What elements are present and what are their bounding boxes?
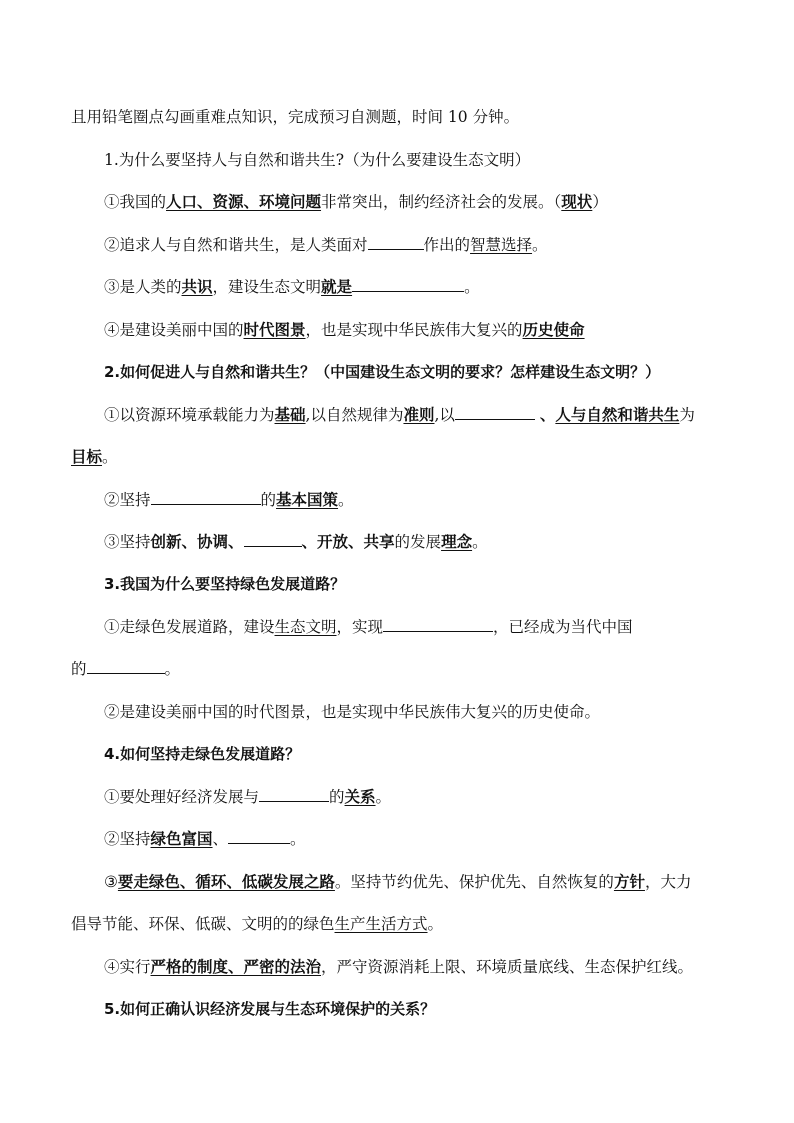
intro-text: 且用铅笔圈点勾画重难点知识，完成预习自测题，时间 10 分钟。 (71, 108, 520, 126)
fill-blank[interactable] (259, 787, 329, 802)
q3-title: 3.我国为什么要坚持绿色发展道路？ (104, 575, 346, 593)
q4-title: 4.如何坚持走绿色发展道路？ (104, 745, 301, 763)
fill-blank[interactable] (228, 829, 290, 844)
q2-title: 2.如何促进人与自然和谐共生？（中国建设生态文明的要求？怎样建设生态文明？） (104, 363, 661, 381)
q2-item-1: ①以资源环境承载能力为基础,以自然规律为准则,以 、人与自然和谐共生为 (104, 405, 695, 424)
q4-item-1: ①要处理好经济发展与 的关系。 (104, 787, 392, 806)
q3-item-2: ②是建设美丽中国的时代图景，也是实现中华民族伟大复兴的历史使命。 (104, 703, 601, 721)
q4-item-4: ④实行严格的制度、严密的法治，严守资源消耗上限、环境质量底线、生态保护红线。 (104, 957, 694, 976)
q2-item-2: ②坚持 的基本国策。 (104, 490, 354, 509)
q2-item-3: ③坚持创新、协调、 、开放、共享的发展理念。 (104, 532, 488, 551)
fill-blank[interactable] (87, 659, 165, 674)
q1-item-1: ①我国的人口、资源、环境问题非常突出，制约经济社会的发展。（现状） (104, 192, 608, 211)
q3-item-1: ①走绿色发展道路，建设生态文明，实现 ，已经成为当代中国 (104, 618, 633, 636)
fill-blank[interactable] (368, 235, 424, 250)
q4-item-2: ②坚持绿色富国、 。 (104, 829, 306, 848)
fill-blank[interactable] (151, 490, 261, 505)
q4-item-3: ③要走绿色、循环、低碳发展之路。坚持节约优先、保护优先、自然恢复的方针，大力 (104, 872, 692, 891)
q5-title: 5.如何正确认识经济发展与生态环境保护的关系？ (104, 1000, 436, 1018)
q1-item-4: ④是建设美丽中国的时代图景，也是实现中华民族伟大复兴的历史使命 (104, 320, 585, 339)
q4-item-3-cont: 倡导节能、环保、低碳、文明的的绿色生产生活方式。 (71, 915, 444, 933)
fill-blank[interactable] (244, 532, 302, 547)
q1-item-2: ②追求人与自然和谐共生，是人类面对 作出的智慧选择。 (104, 236, 548, 254)
fill-blank[interactable] (352, 277, 464, 292)
q1-item-3: ③是人类的共识，建设生态文明就是 。 (104, 277, 480, 296)
q1-title: 1.为什么要坚持人与自然和谐共生?（为什么要建设生态文明） (104, 151, 531, 169)
fill-blank[interactable] (383, 617, 493, 632)
q2-item-1-cont: 目标。 (71, 447, 118, 466)
q3-item-1-cont: 的 。 (71, 660, 181, 678)
fill-blank[interactable] (455, 405, 535, 420)
